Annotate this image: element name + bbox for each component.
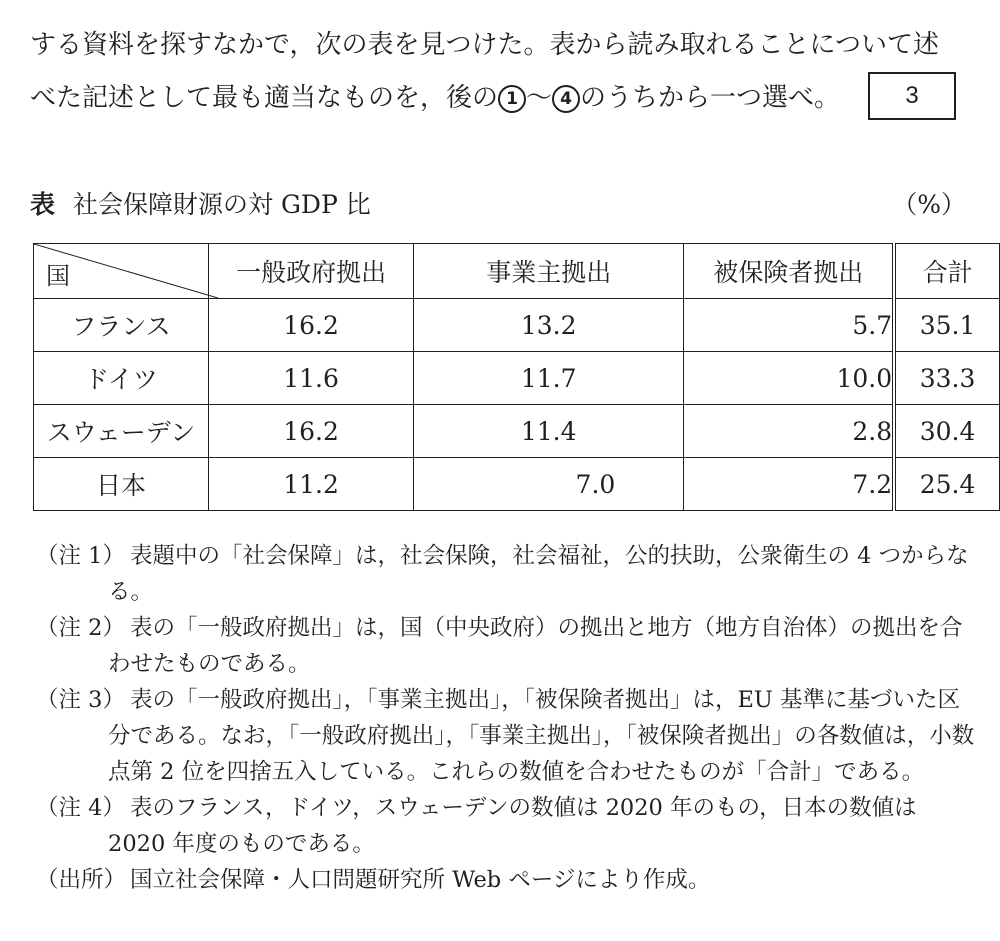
corner-label: 国 — [46, 262, 70, 290]
note-item — [36, 790, 976, 862]
cell-general-government: 16.2 — [209, 405, 414, 458]
note-tag: （注 3） — [36, 687, 125, 713]
note-text: 表の「一般政府拠出」は，国（中央政府）の拠出と地方（地方自治体）の拠出を合わせたものである。 — [108, 615, 963, 677]
row-country: スウェーデン — [34, 405, 209, 458]
cell-insured: 5.7 — [684, 299, 894, 352]
cell-employer: 7.0 — [414, 458, 684, 511]
choice-start-number: 1 — [498, 85, 526, 113]
row-country: フランス — [34, 299, 209, 352]
table-row — [34, 299, 1000, 352]
question-text-line2-post: のうちから一つ選べ。 — [580, 83, 841, 113]
cell-employer: 11.7 — [414, 352, 684, 405]
header-general-government: 一般政府拠出 — [209, 244, 414, 299]
row-country: ドイツ — [34, 352, 209, 405]
table-row — [34, 405, 1000, 458]
note-item — [36, 538, 976, 610]
note-text: 表題中の「社会保障」は，社会保険，社会福祉，公的扶助，公衆衛生の 4 つからなる。 — [108, 543, 969, 605]
range-separator: 〜 — [526, 83, 553, 113]
table-caption — [30, 188, 371, 222]
cell-employer: 11.4 — [414, 405, 684, 458]
note-tag: （出所） — [36, 867, 127, 893]
question-text-line2-pre: べた記述として最も適当なものを，後の — [30, 83, 499, 113]
question-text-line1: する資料を探すなかで，次の表を見つけた。表から読み取れることについて述 — [30, 30, 939, 60]
note-text: 国立社会保障・人口問題研究所 Web ページにより作成。 — [130, 867, 711, 893]
cell-total: 25.4 — [894, 458, 999, 511]
answer-box[interactable]: 3 — [868, 72, 956, 120]
cell-general-government: 16.2 — [209, 299, 414, 352]
cell-insured: 10.0 — [684, 352, 894, 405]
cell-total: 33.3 — [894, 352, 999, 405]
table-notes — [36, 538, 976, 898]
cell-insured: 2.8 — [684, 405, 894, 458]
cell-total: 30.4 — [894, 405, 999, 458]
table-label: 表 — [30, 190, 56, 219]
note-tag: （注 2） — [36, 615, 125, 641]
note-item — [36, 610, 976, 682]
question-text-line2 — [30, 81, 970, 115]
table-header-row — [34, 244, 1000, 299]
cell-insured: 7.2 — [684, 458, 894, 511]
cell-general-government: 11.6 — [209, 352, 414, 405]
header-total: 合計 — [894, 244, 999, 299]
corner-cell — [34, 244, 209, 299]
note-text: 表のフランス，ドイツ，スウェーデンの数値は 2020 年のもの，日本の数値は 2020 年度のものである。 — [108, 795, 917, 857]
row-country: 日本 — [34, 458, 209, 511]
header-employer: 事業主拠出 — [414, 244, 684, 299]
note-tag: （注 4） — [36, 795, 125, 821]
header-insured: 被保険者拠出 — [684, 244, 894, 299]
table-row — [34, 458, 1000, 511]
note-item — [36, 862, 976, 898]
table-row — [34, 352, 1000, 405]
cell-general-government: 11.2 — [209, 458, 414, 511]
financing-table — [33, 243, 1000, 511]
cell-total: 35.1 — [894, 299, 999, 352]
choice-end-number: 4 — [552, 85, 580, 113]
cell-employer: 13.2 — [414, 299, 684, 352]
note-item — [36, 682, 976, 790]
note-text: 表の「一般政府拠出」，「事業主拠出」，「被保険者拠出」は，EU 基準に基づいた区分である。なお，「一般政府拠出」，「事業主拠出」，「被保険者拠出」の各数値は，小数点第 2 位を四捨五入している。これらの数値を合わせたものが「合計」である。 — [108, 687, 975, 785]
note-tag: （注 1） — [36, 543, 125, 569]
table-title: 社会保障財源の対 GDP 比 — [73, 190, 371, 219]
table-unit: （%） — [892, 190, 966, 219]
